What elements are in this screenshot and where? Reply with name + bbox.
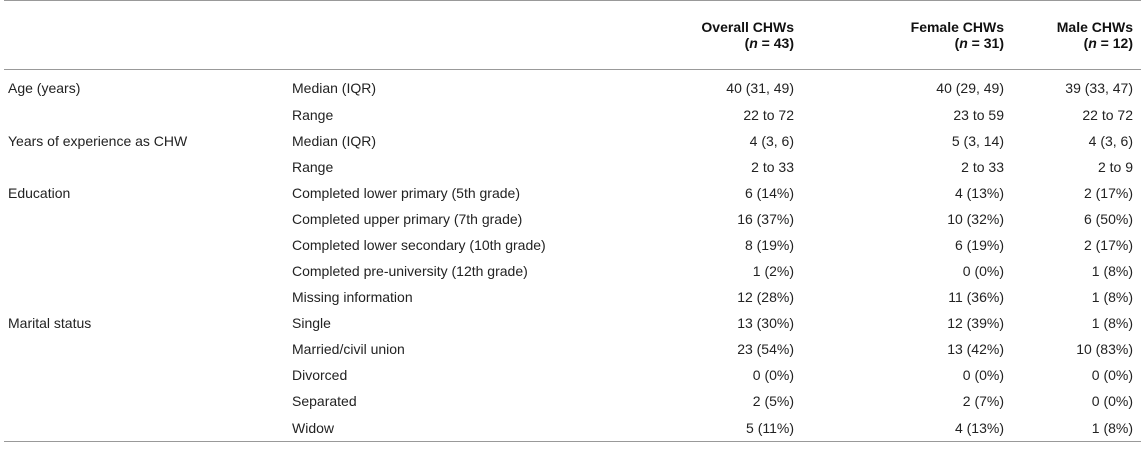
row-level: Missing information — [292, 289, 413, 305]
cell-male: 6 (50%) — [1083, 211, 1133, 227]
row-variable — [4, 388, 286, 414]
cell-male: 39 (33, 47) — [1065, 80, 1133, 96]
table-row — [4, 102, 1141, 128]
table-row — [4, 310, 1141, 336]
cell-overall: 2 to 33 — [751, 159, 794, 175]
header-male-n: (n = 12) — [1012, 35, 1141, 70]
cell-overall: 4 (3, 6) — [749, 133, 794, 149]
header-male-title: Male CHWs — [1012, 1, 1141, 36]
cell-overall: 22 to 72 — [743, 107, 794, 123]
row-variable — [4, 258, 286, 284]
cell-overall: 1 (2%) — [752, 263, 794, 279]
cell-overall: 23 (54%) — [737, 341, 794, 357]
table-row — [4, 362, 1141, 388]
cell-female: 4 (13%) — [802, 414, 1012, 442]
cell-female: 4 (13%) — [954, 185, 1004, 201]
cell-overall: 12 (28%) — [737, 289, 794, 305]
cell-male: 0 (0%) — [1091, 367, 1133, 383]
cell-female: 23 to 59 — [953, 107, 1004, 123]
row-variable: Education — [8, 185, 71, 201]
cell-female: 13 (42%) — [947, 341, 1004, 357]
cell-female: 40 (29, 49) — [936, 80, 1004, 96]
row-variable — [4, 102, 286, 128]
cell-female: 2 to 33 — [961, 159, 1004, 175]
cell-female: 12 (39%) — [947, 315, 1004, 331]
row-variable — [4, 206, 286, 232]
table-row — [4, 336, 1141, 362]
table-body — [4, 70, 1141, 442]
cell-male: 1 (8%) — [1012, 414, 1141, 442]
row-variable: Years of experience as CHW — [8, 133, 188, 149]
cell-female: 2 (7%) — [962, 393, 1004, 409]
demographics-table — [4, 0, 1141, 442]
cell-overall: 13 (30%) — [737, 315, 794, 331]
table-row — [4, 70, 1141, 103]
row-variable — [4, 362, 286, 388]
header-female-n: (n = 31) — [802, 35, 1012, 70]
table-row — [4, 284, 1141, 310]
row-level: Range — [292, 107, 334, 123]
cell-female: 10 (32%) — [947, 211, 1004, 227]
header-overall-n: (n = 43) — [612, 35, 802, 70]
cell-overall: 16 (37%) — [737, 211, 794, 227]
cell-female: 0 (0%) — [962, 263, 1004, 279]
row-variable — [4, 154, 286, 180]
cell-overall: 8 (19%) — [744, 237, 794, 253]
cell-male: 10 (83%) — [1076, 341, 1133, 357]
header-blank-level — [286, 1, 612, 36]
header-overall-title: Overall CHWs — [612, 1, 802, 36]
table-header — [4, 1, 1141, 70]
table-row — [4, 232, 1141, 258]
row-level: Completed upper primary (7th grade) — [292, 211, 523, 227]
table-row — [4, 258, 1141, 284]
header-blank-variable — [4, 1, 286, 36]
header-female-title: Female CHWs — [802, 1, 1012, 36]
cell-female: 11 (36%) — [948, 289, 1004, 305]
cell-overall: 40 (31, 49) — [726, 80, 794, 96]
row-level: Separated — [292, 393, 357, 409]
row-level: Range — [292, 159, 334, 175]
row-variable — [4, 336, 286, 362]
row-variable — [4, 232, 286, 258]
cell-female: 5 (3, 14) — [951, 133, 1004, 149]
cell-male: 2 to 9 — [1097, 159, 1133, 175]
cell-male: 2 (17%) — [1083, 185, 1133, 201]
cell-overall: 5 (11%) — [612, 414, 802, 442]
cell-male: 4 (3, 6) — [1088, 133, 1133, 149]
cell-male: 1 (8%) — [1091, 289, 1133, 305]
row-variable: Marital status — [8, 315, 92, 331]
cell-female: 6 (19%) — [954, 237, 1004, 253]
table-row — [4, 154, 1141, 180]
cell-overall: 0 (0%) — [752, 367, 794, 383]
cell-female: 0 (0%) — [962, 367, 1004, 383]
table-row — [4, 388, 1141, 414]
row-variable — [4, 284, 286, 310]
row-variable — [4, 414, 286, 442]
cell-male: 2 (17%) — [1083, 237, 1133, 253]
cell-male: 1 (8%) — [1091, 263, 1133, 279]
row-level: Completed pre-university (12th grade) — [292, 263, 528, 279]
n-symbol: n — [1088, 35, 1097, 51]
cell-overall: 2 (5%) — [752, 393, 794, 409]
row-level: Completed lower secondary (10th grade) — [292, 237, 546, 253]
table-row — [4, 206, 1141, 232]
n-symbol: n — [749, 35, 758, 51]
cell-overall: 6 (14%) — [744, 185, 794, 201]
row-level: Married/civil union — [292, 341, 405, 357]
row-level: Completed lower primary (5th grade) — [292, 185, 520, 201]
cell-male: 0 (0%) — [1091, 393, 1133, 409]
table-row — [4, 414, 1141, 442]
row-level: Median (IQR) — [292, 133, 377, 149]
row-variable: Age (years) — [8, 80, 81, 96]
cell-male: 22 to 72 — [1082, 107, 1133, 123]
cell-male: 1 (8%) — [1091, 315, 1133, 331]
n-symbol: n — [959, 35, 968, 51]
row-level: Widow — [286, 414, 612, 442]
table-row — [4, 128, 1141, 154]
row-level: Single — [292, 315, 331, 331]
row-level: Divorced — [292, 367, 348, 383]
row-level: Median (IQR) — [292, 80, 377, 96]
table-row — [4, 180, 1141, 206]
